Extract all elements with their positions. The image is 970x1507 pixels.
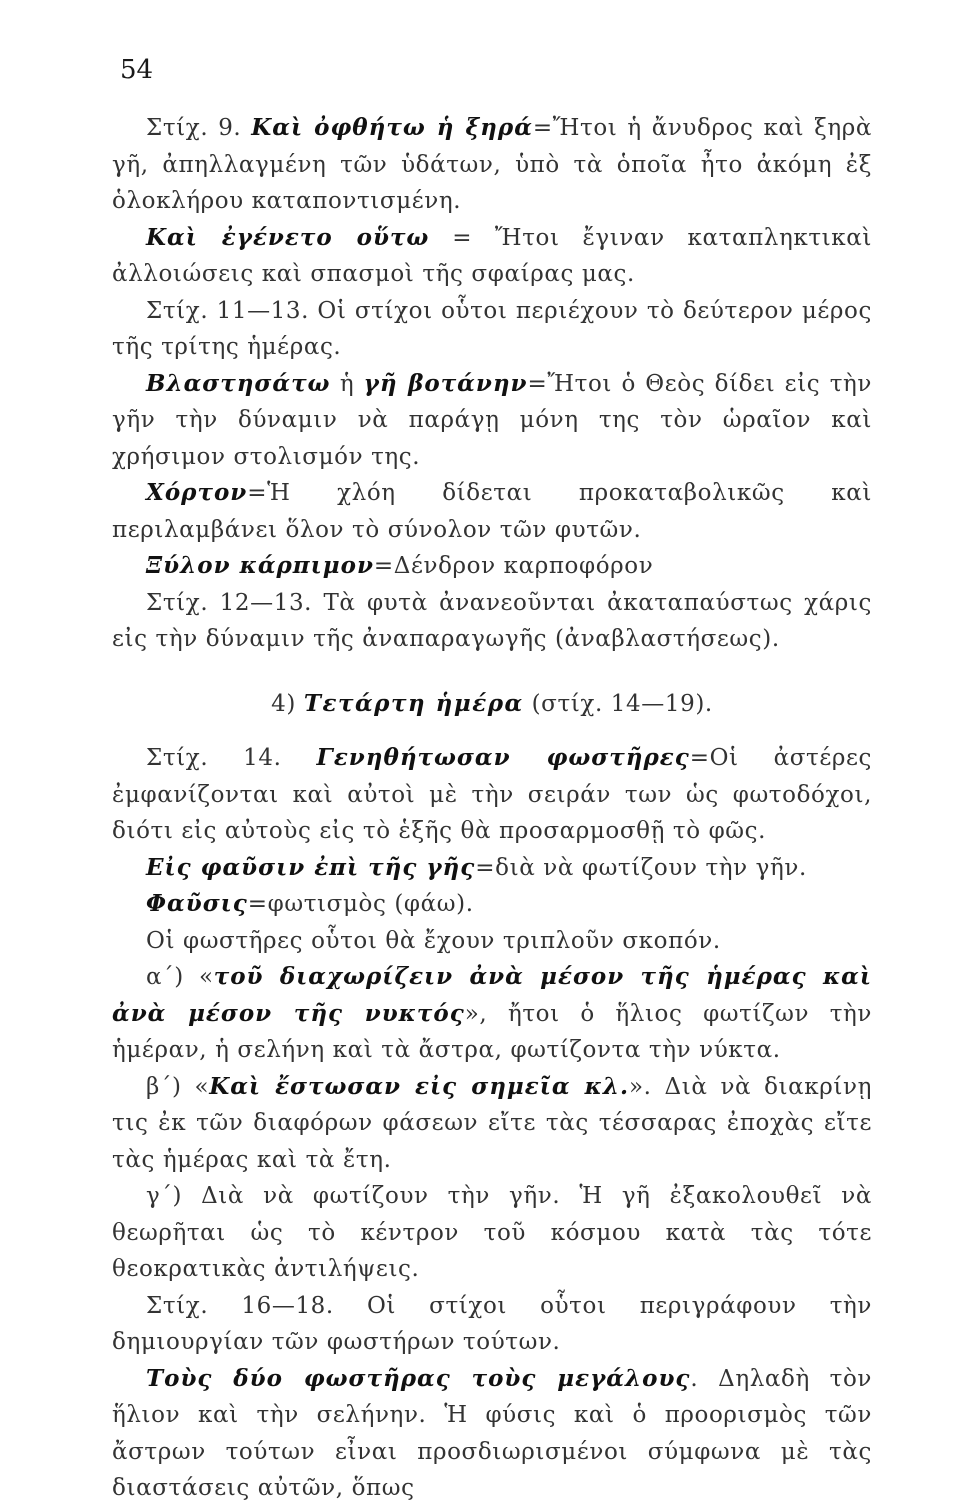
paragraph-lead: Στίχ. 11—13. Οἱ στίχοι οὗτοι περιέχουν τὸ δεύτερον μέρος τῆς τρίτης ἡμέρας.: [112, 297, 872, 360]
paragraph-text: =Οἱ ἀστέρες ἐμφανίζονται καὶ αὐτοὶ μὲ τὴν σειράν των ὡς φωτοδόχοι, διότι εἰς αὐτοὺς εἰς τὸ ἑξῆς θὰ προσαρμοσθῇ τὸ φῶς.: [112, 745, 873, 844]
paragraph: [112, 475, 872, 548]
paragraph: [112, 548, 872, 585]
paragraph-lead: Στίχ. 12—13. Τὰ φυτὰ ἀνανεοῦνται ἀκαταπαύστως χάρις εἰς τὴν δύναμιν τῆς ἀναπαραγωγῆς (ἀναβλαστήσεως).: [112, 589, 872, 652]
bold-term: Εἰς φαῦσιν ἐπὶ τῆς γῆς: [146, 853, 476, 881]
bold-term: Χόρτον: [146, 479, 248, 506]
paragraph-text: », ἤτοι ὁ ἥλιος φωτίζων τὴν ἡμέραν, ἡ σελήνη καὶ τὰ ἄστρα, φωτίζοντα τὴν νύκτα.: [112, 1000, 873, 1063]
bold-term: γῆ βοτάνην: [363, 369, 528, 397]
paragraph: [112, 110, 872, 220]
paragraph: [112, 850, 872, 887]
paragraph: [112, 886, 872, 923]
paragraph-text: =Ἤτοι ἡ ἄνυδρος καὶ ξηρὰ γῆ, ἀπηλλαγμένη τῶν ὑδάτων, ὑπὸ τὰ ὁποῖα ἦτο ἀκόμη ἐξ ὁλοκλήρου καταποντισμένη.: [112, 115, 873, 214]
bold-term: Τοὺς δύο φωστῆρας τοὺς μεγάλους: [146, 1364, 691, 1392]
paragraph: [112, 220, 872, 293]
paragraph-text: =Δένδρον καρποφόρον: [373, 553, 654, 579]
paragraph: [112, 293, 872, 366]
bold-term: Γενηθήτωσαν φωστῆρες: [316, 744, 690, 771]
paragraph-text: ». Διὰ νὰ διακρίνῃ τις ἐκ τῶν διαφόρων φάσεων εἴτε τὰς τέσσαρας ἐποχὰς εἴτε τὰς ἡμέρας καὶ τὰ ἔτη.: [112, 1073, 872, 1173]
paragraph-text: . Δηλαδὴ τὸν ἥλιον καὶ τὴν σελήνην. Ἡ φύσις καὶ ὁ προορισμὸς τῶν ἄστρων τούτων εἶναι προσδιωρισμένοι σύμφωνα μὲ τὰς διαστάσεις αὐτῶν, ὅπως: [112, 1365, 872, 1501]
page-number: 54: [120, 55, 154, 85]
bold-term: Καὶ ἔστωσαν εἰς σημεῖα κλ.: [209, 1072, 629, 1100]
heading-title: Τετάρτη ἡμέρα: [303, 689, 524, 717]
paragraph: [112, 366, 872, 476]
paragraph-lead: Οἱ φωστῆρες οὗτοι θὰ ἔχουν τριπλοῦν σκοπόν.: [146, 927, 721, 954]
paragraph: [112, 1178, 872, 1288]
paragraph-text: =Ἡ χλόη δίδεται προκαταβολικῶς καὶ περιλαμβάνει ὅλον τὸ σύνολον τῶν φυτῶν.: [112, 480, 872, 543]
paragraph: [112, 1069, 872, 1179]
bold-term: Καὶ ἐγένετο οὕτω: [146, 223, 430, 251]
paragraph-text: = Ἤτοι ἔγιναν καταπληκτικαὶ ἀλλοιώσεις καὶ σπασμοὶ τῆς σφαίρας μας.: [112, 224, 872, 287]
paragraph: [112, 740, 872, 850]
bold-term: Βλαστησάτω: [146, 369, 331, 397]
paragraph-lead: γ΄) Διὰ νὰ φωτίζουν τὴν γῆν. Ἡ γῆ ἐξακολουθεῖ νὰ θεωρῆται ὡς τὸ κέντρον τοῦ κόσμου κατὰ τὰς τότε θεοκρατικὰς ἀντιλήψεις.: [112, 1183, 872, 1282]
heading-number: 4): [271, 690, 304, 717]
bold-term: Φαῦσις: [146, 890, 248, 917]
paragraph-text: =διὰ νὰ φωτίζουν τὴν γῆν.: [475, 854, 807, 881]
paragraph-text: ἡ: [330, 370, 364, 397]
bold-term: Καὶ ὀφθήτω ἡ ξηρά: [251, 114, 533, 141]
paragraph: [112, 1288, 872, 1361]
paragraph: [112, 923, 872, 960]
bold-term: Ξύλον κάρπιμον: [146, 552, 374, 579]
paragraph: [112, 1361, 872, 1507]
heading-range: (στίχ. 14—19).: [523, 690, 713, 717]
bold-term: τοῦ διαχωρίζειν ἀνὰ μέσον τῆς ἡμέρας καὶ ἀνὰ μέσον τῆς νυκτός: [112, 963, 873, 1027]
paragraph-lead: Στίχ. 9.: [146, 115, 252, 141]
paragraph-lead: Στίχ. 16—18. Οἱ στίχοι οὗτοι περιγράφουν τὴν δημιουργίαν τῶν φωστήρων τούτων.: [112, 1292, 872, 1355]
section-heading: [112, 686, 872, 723]
paragraph-text: =φωτισμὸς (φάω).: [247, 891, 474, 917]
paragraph: [112, 585, 872, 658]
paragraph-lead: α΄) «: [146, 964, 214, 990]
paragraph: [112, 959, 872, 1069]
paragraph-lead: β΄) «: [146, 1073, 210, 1100]
body-text: [112, 110, 872, 1507]
paragraph-text: =Ἤτοι ὁ Θεὸς δίδει εἰς τὴν γῆν τὴν δύναμιν νὰ παράγῃ μόνη της τὸν ὡραῖον καὶ χρήσιμον στολισμόν της.: [112, 370, 872, 470]
paragraph-lead: Στίχ. 14.: [146, 745, 317, 771]
